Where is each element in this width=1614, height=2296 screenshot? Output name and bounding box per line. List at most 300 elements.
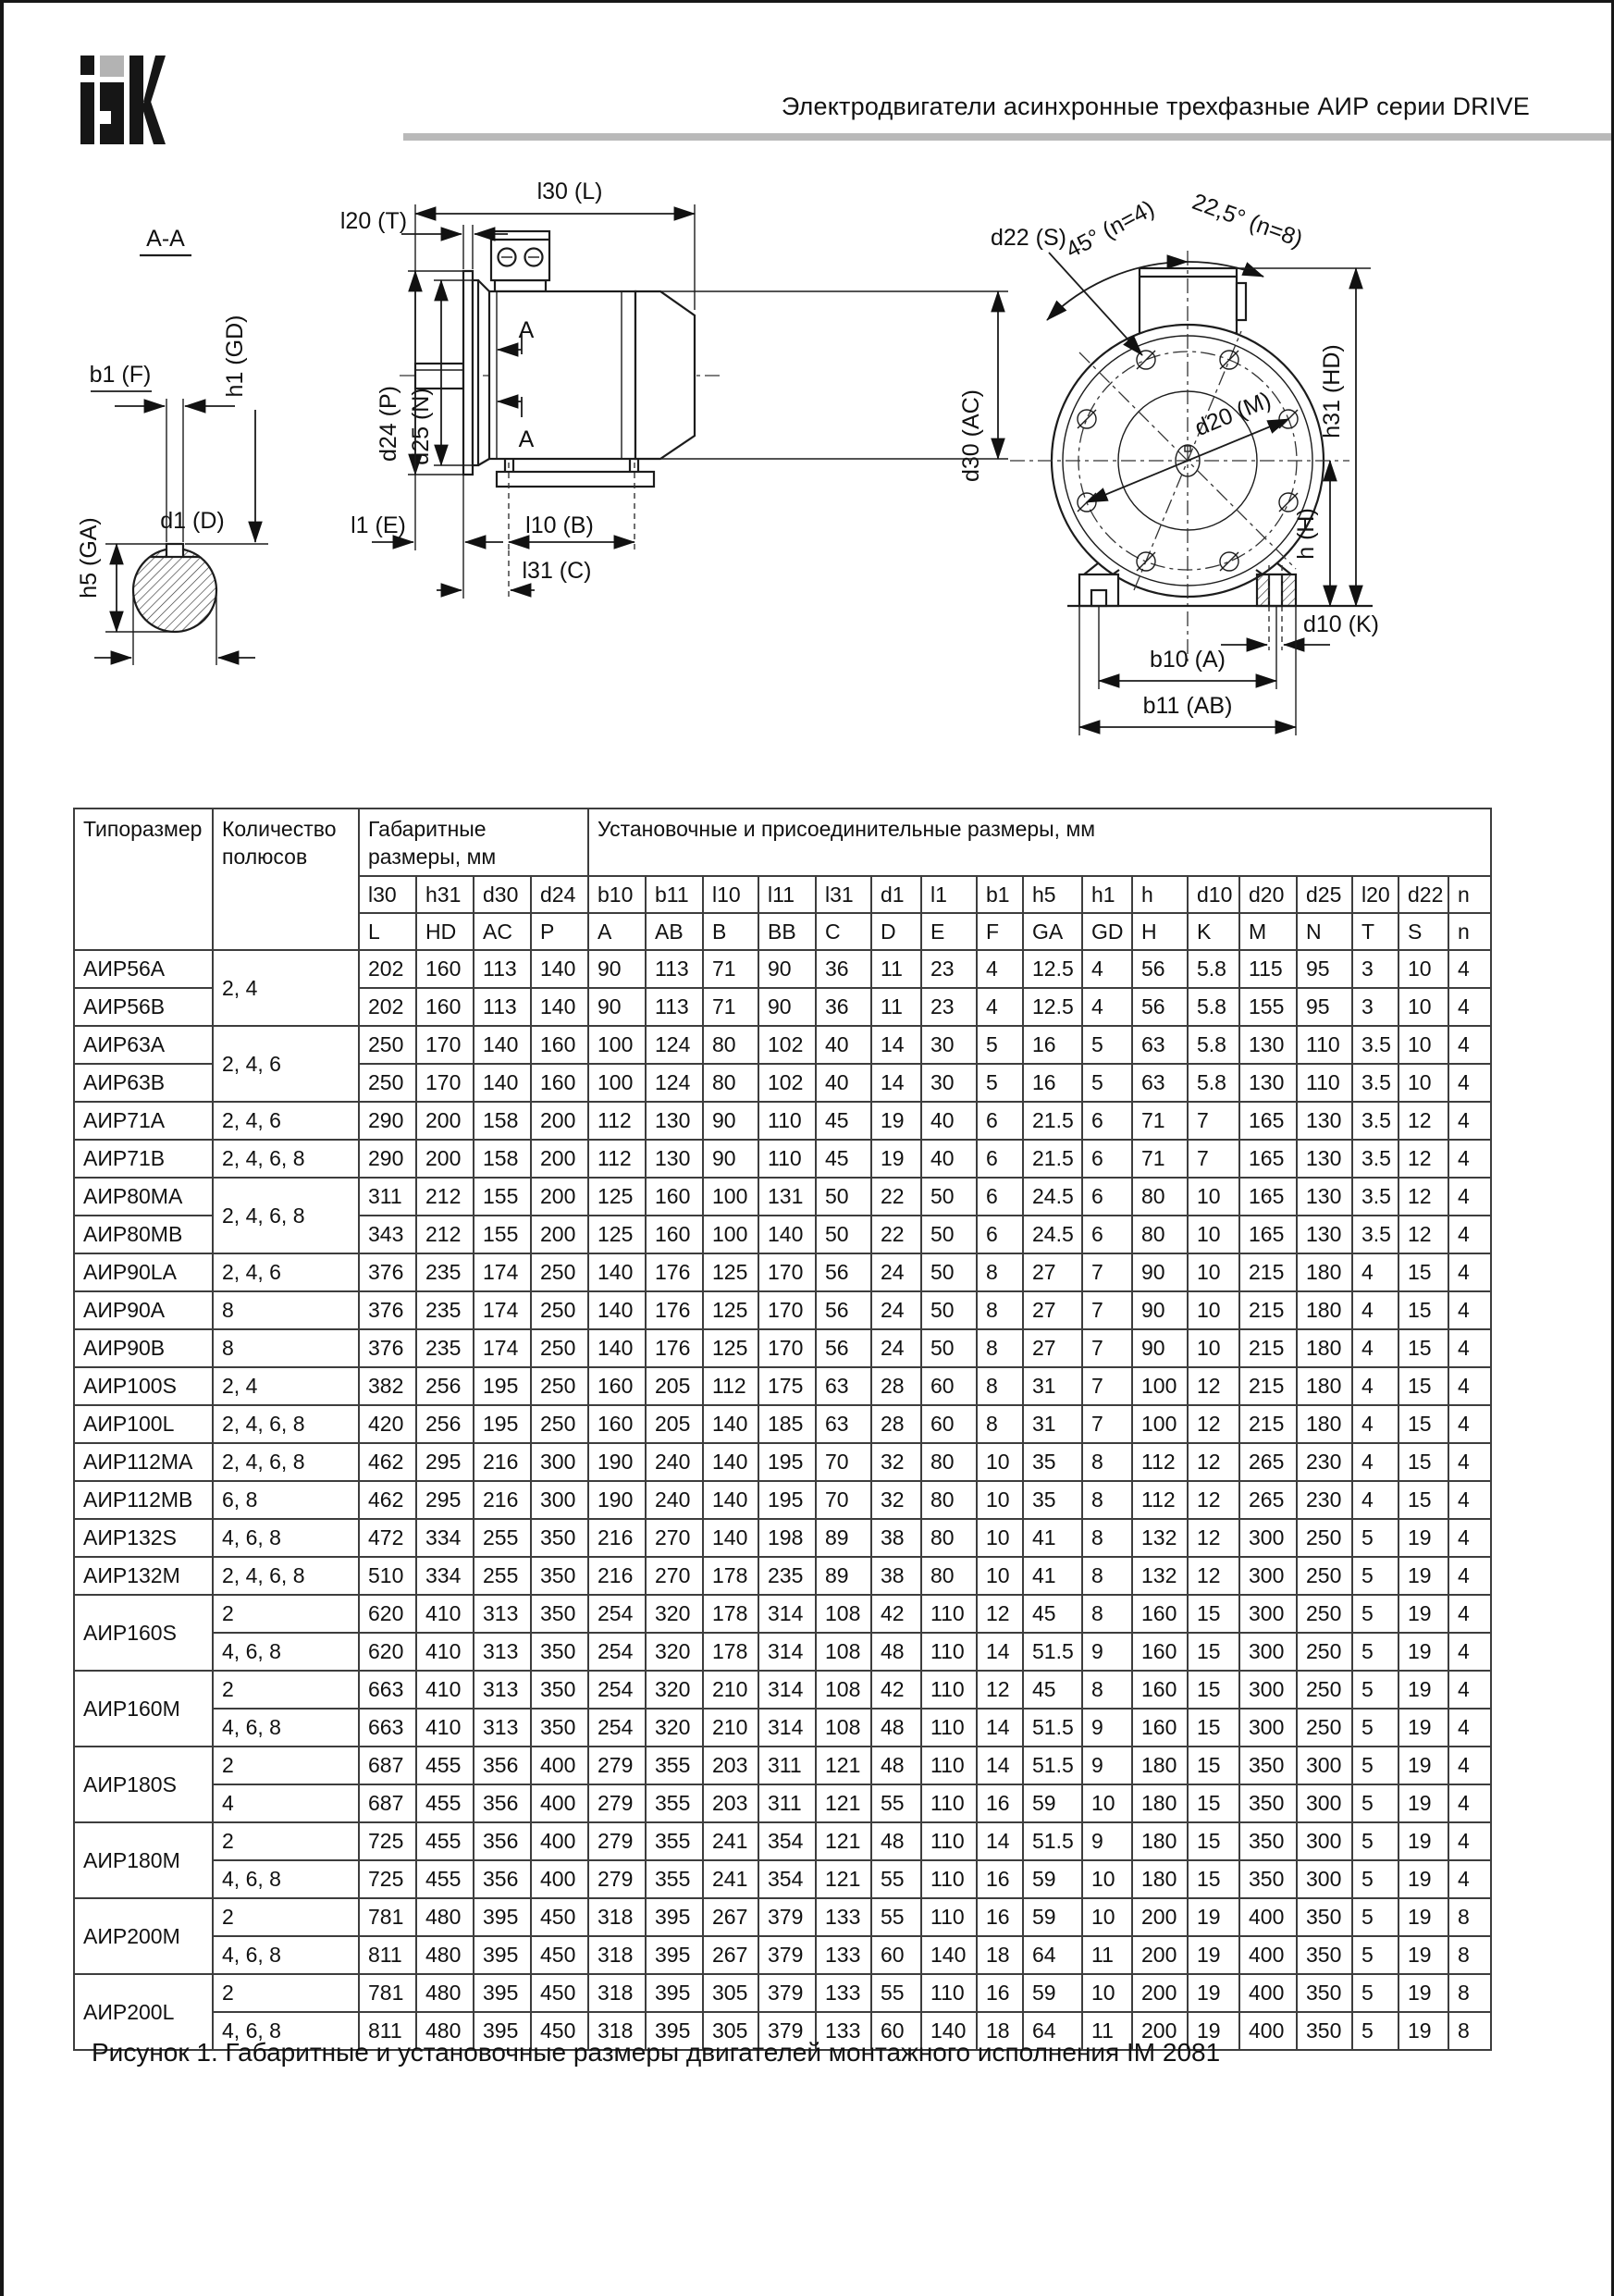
dim-value-cell: 455 [416, 1784, 474, 1822]
dim-value-cell: 4 [1448, 1481, 1491, 1519]
dim-value-cell: 140 [758, 1216, 816, 1253]
table-row [74, 1936, 1491, 1974]
dim-value-cell: 472 [359, 1519, 416, 1557]
angle-label-225: 22,5° (n=8) [1189, 189, 1307, 253]
dim-value-cell: 133 [816, 2012, 871, 2050]
dim-value-cell: 27 [1023, 1291, 1082, 1329]
table-row [74, 1178, 1491, 1216]
dim-value-cell: 5 [1352, 1595, 1398, 1633]
dim-label-d22: d22 (S) [991, 225, 1066, 251]
dim-value-cell: 663 [359, 1709, 416, 1747]
dim-label-d30: d30 (AC) [958, 389, 984, 483]
dim-value-cell: 60 [871, 1936, 921, 1974]
dim-value-cell: 235 [416, 1291, 474, 1329]
dim-value-cell: 125 [703, 1253, 758, 1291]
typesize-cell: АИР112МВ [74, 1481, 213, 1519]
dim-value-cell: 687 [359, 1747, 416, 1784]
dim-value-cell: 10 [1188, 1216, 1239, 1253]
dim-value-cell: 462 [359, 1443, 416, 1481]
dim-value-cell: 48 [871, 1822, 921, 1860]
dim-value-cell: 320 [646, 1595, 703, 1633]
typesize-cell: АИР180S [74, 1747, 213, 1822]
dim-value-cell: 395 [646, 1936, 703, 1974]
dim-value-cell: 100 [1132, 1367, 1188, 1405]
dim-value-cell: 400 [531, 1747, 588, 1784]
dim-value-cell: 395 [474, 1974, 531, 2012]
typesize-cell: АИР71В [74, 1140, 213, 1178]
dim-value-cell: 356 [474, 1860, 531, 1898]
letterheader-cell: GD [1082, 913, 1132, 950]
dim-value-cell: 51.5 [1023, 1709, 1082, 1747]
dim-value-cell: 376 [359, 1253, 416, 1291]
dim-value-cell: 4 [1352, 1291, 1398, 1329]
dim-value-cell: 354 [758, 1860, 816, 1898]
dim-value-cell: 113 [474, 950, 531, 988]
dim-value-cell: 18 [977, 2012, 1023, 2050]
dim-value-cell: 350 [531, 1519, 588, 1557]
poles-cell: 4, 6, 8 [213, 2012, 359, 2050]
dim-value-cell: 113 [474, 988, 531, 1026]
typesize-cell: АИР63В [74, 1064, 213, 1102]
dim-value-cell: 90 [758, 988, 816, 1026]
typesize-cell: АИР112МА [74, 1443, 213, 1481]
dim-value-cell: 725 [359, 1860, 416, 1898]
dim-value-cell: 132 [1132, 1519, 1188, 1557]
dim-value-cell: 16 [977, 1974, 1023, 2012]
dim-value-cell: 10 [1398, 1064, 1448, 1102]
dim-value-cell: 55 [871, 1860, 921, 1898]
dim-value-cell: 300 [1239, 1709, 1297, 1747]
poles-cell: 2, 4, 6, 8 [213, 1405, 359, 1443]
dim-value-cell: 50 [921, 1253, 977, 1291]
dim-label-d20: d20 (M) [1190, 387, 1275, 442]
dim-value-cell: 24.5 [1023, 1178, 1082, 1216]
angle-label-45: 45° (n=4) [1061, 195, 1159, 264]
dim-value-cell: 140 [474, 1026, 531, 1064]
dim-value-cell: 90 [588, 988, 646, 1026]
dim-value-cell: 8 [1448, 2012, 1491, 2050]
dim-value-cell: 40 [921, 1102, 977, 1140]
dim-value-cell: 11 [1082, 1936, 1132, 1974]
dim-value-cell: 9 [1082, 1709, 1132, 1747]
dim-value-cell: 354 [758, 1822, 816, 1860]
dim-value-cell: 300 [1239, 1633, 1297, 1671]
dim-value-cell: 112 [1132, 1443, 1188, 1481]
dim-value-cell: 8 [1448, 1974, 1491, 2012]
dim-value-cell: 4 [1352, 1367, 1398, 1405]
dim-value-cell: 376 [359, 1291, 416, 1329]
typesize-cell: АИР132М [74, 1557, 213, 1595]
dim-value-cell: 410 [416, 1709, 474, 1747]
dim-label-d24: d24 (P) [376, 386, 401, 462]
dim-value-cell: 50 [816, 1216, 871, 1253]
dim-value-cell: 4 [1448, 1291, 1491, 1329]
dim-value-cell: 170 [758, 1291, 816, 1329]
dim-value-cell: 313 [474, 1709, 531, 1747]
dim-value-cell: 314 [758, 1595, 816, 1633]
dim-value-cell: 6 [977, 1140, 1023, 1178]
dim-value-cell: 300 [1297, 1860, 1352, 1898]
dim-value-cell: 8 [977, 1405, 1023, 1443]
dim-value-cell: 10 [1398, 988, 1448, 1026]
dim-value-cell: 64 [1023, 2012, 1082, 2050]
dim-label-b11: b11 (AB) [1142, 693, 1233, 719]
subheader-cell: d20 [1239, 876, 1297, 913]
dim-value-cell: 270 [646, 1519, 703, 1557]
dim-value-cell: 200 [1132, 1974, 1188, 2012]
dim-value-cell: 14 [977, 1709, 1023, 1747]
letterheader-cell: A [588, 913, 646, 950]
dim-value-cell: 334 [416, 1519, 474, 1557]
dim-value-cell: 10 [977, 1557, 1023, 1595]
dim-value-cell: 28 [871, 1367, 921, 1405]
dim-value-cell: 4 [1448, 1671, 1491, 1709]
dim-value-cell: 265 [1239, 1481, 1297, 1519]
table-row [74, 1747, 1491, 1784]
dim-value-cell: 382 [359, 1367, 416, 1405]
dim-value-cell: 180 [1132, 1784, 1188, 1822]
dim-value-cell: 24.5 [1023, 1216, 1082, 1253]
dim-value-cell: 45 [1023, 1595, 1082, 1633]
dim-value-cell: 5 [1352, 1784, 1398, 1822]
dim-value-cell: 6 [1082, 1178, 1132, 1216]
dim-value-cell: 12 [1188, 1481, 1239, 1519]
dim-value-cell: 40 [816, 1064, 871, 1102]
dim-value-cell: 313 [474, 1671, 531, 1709]
dim-value-cell: 160 [416, 988, 474, 1026]
dim-value-cell: 400 [1239, 2012, 1297, 2050]
letterheader-cell: GA [1023, 913, 1082, 950]
dim-value-cell: 12 [1398, 1140, 1448, 1178]
shaft-section-view [76, 226, 268, 665]
poles-cell: 2 [213, 1671, 359, 1709]
dim-value-cell: 19 [1398, 1519, 1448, 1557]
dim-value-cell: 320 [646, 1633, 703, 1671]
dim-value-cell: 110 [758, 1140, 816, 1178]
dim-value-cell: 89 [816, 1519, 871, 1557]
dim-value-cell: 140 [474, 1064, 531, 1102]
dim-value-cell: 4 [1448, 1784, 1491, 1822]
dim-value-cell: 15 [1398, 1329, 1448, 1367]
figure-caption: Рисунок 1. Габаритные и установочные размеры двигателей монтажного исполнения IM 2081 [92, 2038, 1221, 2067]
dim-value-cell: 279 [588, 1822, 646, 1860]
dim-value-cell: 80 [921, 1519, 977, 1557]
dim-value-cell: 450 [531, 1936, 588, 1974]
dim-value-cell: 265 [1239, 1443, 1297, 1481]
dim-value-cell: 140 [703, 1405, 758, 1443]
dim-value-cell: 300 [1297, 1747, 1352, 1784]
dim-value-cell: 15 [1188, 1633, 1239, 1671]
dim-value-cell: 8 [1082, 1519, 1132, 1557]
poles-cell: 2 [213, 1974, 359, 2012]
dim-value-cell: 241 [703, 1822, 758, 1860]
dim-value-cell: 410 [416, 1595, 474, 1633]
dim-value-cell: 60 [871, 2012, 921, 2050]
subheader-cell: b11 [646, 876, 703, 913]
dim-value-cell: 90 [703, 1140, 758, 1178]
dim-value-cell: 279 [588, 1747, 646, 1784]
dim-value-cell: 4 [977, 950, 1023, 988]
dim-value-cell: 300 [531, 1481, 588, 1519]
dim-value-cell: 4 [1082, 950, 1132, 988]
dim-value-cell: 5 [1352, 1633, 1398, 1671]
dim-value-cell: 80 [921, 1481, 977, 1519]
dim-value-cell: 19 [1398, 1747, 1448, 1784]
dim-value-cell: 318 [588, 2012, 646, 2050]
table-row [74, 1860, 1491, 1898]
dim-value-cell: 400 [531, 1860, 588, 1898]
dim-value-cell: 112 [588, 1140, 646, 1178]
poles-cell: 2 [213, 1595, 359, 1633]
dim-value-cell: 6 [977, 1102, 1023, 1140]
subheader-cell: l1 [921, 876, 977, 913]
dim-label-h31: h31 (HD) [1319, 344, 1345, 438]
dim-value-cell: 350 [531, 1671, 588, 1709]
dim-value-cell: 8 [977, 1291, 1023, 1329]
dim-value-cell: 6 [1082, 1216, 1132, 1253]
dim-value-cell: 5.8 [1188, 1064, 1239, 1102]
dim-value-cell: 12 [977, 1671, 1023, 1709]
typesize-cell: АИР63А [74, 1026, 213, 1064]
dim-value-cell: 195 [474, 1405, 531, 1443]
dim-value-cell: 4 [1448, 988, 1491, 1026]
dim-value-cell: 334 [416, 1557, 474, 1595]
dim-value-cell: 110 [921, 1784, 977, 1822]
dim-label-d10: d10 (K) [1303, 611, 1379, 637]
dim-value-cell: 140 [531, 950, 588, 988]
dim-value-cell: 241 [703, 1860, 758, 1898]
dim-value-cell: 5 [1352, 1974, 1398, 2012]
dim-value-cell: 203 [703, 1747, 758, 1784]
dim-value-cell: 356 [474, 1822, 531, 1860]
poles-cell: 4, 6, 8 [213, 1709, 359, 1747]
subheader-cell: h5 [1023, 876, 1082, 913]
dim-value-cell: 235 [416, 1253, 474, 1291]
dim-value-cell: 24 [871, 1253, 921, 1291]
dim-value-cell: 4 [1448, 1709, 1491, 1747]
dim-value-cell: 350 [1297, 1974, 1352, 2012]
dim-value-cell: 19 [1398, 1671, 1448, 1709]
dim-value-cell: 5 [1352, 1709, 1398, 1747]
dim-value-cell: 176 [646, 1291, 703, 1329]
dim-value-cell: 203 [703, 1784, 758, 1822]
dim-value-cell: 4 [1448, 950, 1491, 988]
poles-cell: 2, 4, 6, 8 [213, 1178, 359, 1253]
dim-value-cell: 12 [1398, 1102, 1448, 1140]
table-row [74, 1405, 1491, 1443]
dim-value-cell: 23 [921, 988, 977, 1026]
subheader-cell: n [1448, 876, 1491, 913]
dim-value-cell: 10 [1082, 1898, 1132, 1936]
letterheader-cell: n [1448, 913, 1491, 950]
dim-value-cell: 254 [588, 1671, 646, 1709]
dim-value-cell: 216 [588, 1557, 646, 1595]
dim-value-cell: 311 [359, 1178, 416, 1216]
dim-value-cell: 314 [758, 1671, 816, 1709]
dim-value-cell: 200 [1132, 1898, 1188, 1936]
dim-value-cell: 15 [1188, 1671, 1239, 1709]
dim-value-cell: 80 [921, 1443, 977, 1481]
dim-value-cell: 19 [1398, 1784, 1448, 1822]
col-header-poles: Количество полюсов [213, 809, 359, 950]
dim-value-cell: 5 [1352, 1671, 1398, 1709]
dim-value-cell: 450 [531, 2012, 588, 2050]
dim-value-cell: 7 [1082, 1253, 1132, 1291]
subheader-cell: d1 [871, 876, 921, 913]
dim-value-cell: 190 [588, 1443, 646, 1481]
poles-cell: 2 [213, 1822, 359, 1860]
dim-value-cell: 23 [921, 950, 977, 988]
dim-value-cell: 290 [359, 1102, 416, 1140]
poles-cell: 2, 4, 6 [213, 1253, 359, 1291]
dim-value-cell: 113 [646, 950, 703, 988]
dim-value-cell: 130 [1297, 1140, 1352, 1178]
dim-value-cell: 55 [871, 1784, 921, 1822]
dim-value-cell: 60 [921, 1367, 977, 1405]
dim-value-cell: 90 [588, 950, 646, 988]
col-header-typesize: Типоразмер [74, 809, 213, 950]
dim-value-cell: 200 [416, 1102, 474, 1140]
dim-value-cell: 480 [416, 1936, 474, 1974]
typesize-cell: АИР80МВ [74, 1216, 213, 1253]
typesize-cell: АИР160S [74, 1595, 213, 1671]
dim-value-cell: 31 [1023, 1367, 1082, 1405]
dim-value-cell: 36 [816, 950, 871, 988]
dim-value-cell: 133 [816, 1936, 871, 1974]
dim-value-cell: 28 [871, 1405, 921, 1443]
dim-value-cell: 90 [758, 950, 816, 988]
dim-value-cell: 379 [758, 1936, 816, 1974]
dim-value-cell: 180 [1132, 1822, 1188, 1860]
dim-value-cell: 22 [871, 1178, 921, 1216]
dim-value-cell: 110 [1297, 1026, 1352, 1064]
dim-value-cell: 19 [1398, 1822, 1448, 1860]
dim-value-cell: 300 [1297, 1822, 1352, 1860]
dim-value-cell: 4 [1448, 1822, 1491, 1860]
dim-value-cell: 108 [816, 1671, 871, 1709]
dim-value-cell: 140 [703, 1481, 758, 1519]
table-row [74, 1633, 1491, 1671]
dim-value-cell: 410 [416, 1633, 474, 1671]
dim-value-cell: 160 [588, 1367, 646, 1405]
dim-value-cell: 174 [474, 1253, 531, 1291]
dim-value-cell: 5 [1352, 2012, 1398, 2050]
dim-value-cell: 250 [1297, 1557, 1352, 1595]
dim-value-cell: 42 [871, 1595, 921, 1633]
dim-value-cell: 400 [1239, 1898, 1297, 1936]
dim-value-cell: 35 [1023, 1481, 1082, 1519]
dim-value-cell: 56 [816, 1253, 871, 1291]
dim-value-cell: 256 [416, 1405, 474, 1443]
dim-value-cell: 4 [1448, 1367, 1491, 1405]
dim-value-cell: 27 [1023, 1329, 1082, 1367]
dim-value-cell: 4 [1448, 1747, 1491, 1784]
dim-value-cell: 50 [816, 1178, 871, 1216]
dim-value-cell: 70 [816, 1481, 871, 1519]
dim-value-cell: 480 [416, 1898, 474, 1936]
dim-value-cell: 158 [474, 1102, 531, 1140]
dim-value-cell: 140 [703, 1519, 758, 1557]
dim-value-cell: 158 [474, 1140, 531, 1178]
subheader-cell: d10 [1188, 876, 1239, 913]
poles-cell: 4, 6, 8 [213, 1519, 359, 1557]
letterheader-cell: C [816, 913, 871, 950]
poles-cell: 4, 6, 8 [213, 1860, 359, 1898]
dim-value-cell: 240 [646, 1481, 703, 1519]
dim-value-cell: 15 [1188, 1709, 1239, 1747]
dim-value-cell: 170 [758, 1329, 816, 1367]
dim-value-cell: 320 [646, 1709, 703, 1747]
letterheader-cell: M [1239, 913, 1297, 950]
dim-value-cell: 230 [1297, 1443, 1352, 1481]
dim-value-cell: 200 [531, 1178, 588, 1216]
dim-value-cell: 131 [758, 1178, 816, 1216]
dim-value-cell: 3.5 [1352, 1064, 1398, 1102]
dim-value-cell: 350 [531, 1633, 588, 1671]
poles-cell: 2, 4 [213, 1367, 359, 1405]
dim-value-cell: 5 [1352, 1747, 1398, 1784]
dim-value-cell: 125 [703, 1291, 758, 1329]
dim-value-cell: 51.5 [1023, 1747, 1082, 1784]
dim-value-cell: 379 [758, 1974, 816, 2012]
poles-cell: 8 [213, 1291, 359, 1329]
dim-value-cell: 121 [816, 1747, 871, 1784]
dim-value-cell: 133 [816, 1898, 871, 1936]
dim-value-cell: 102 [758, 1026, 816, 1064]
dim-value-cell: 50 [921, 1216, 977, 1253]
table-row [74, 1329, 1491, 1367]
dim-value-cell: 108 [816, 1709, 871, 1747]
dim-value-cell: 781 [359, 1974, 416, 2012]
dim-value-cell: 3.5 [1352, 1140, 1398, 1178]
dim-label-b1: b1 (F) [89, 362, 152, 388]
dim-value-cell: 10 [1398, 950, 1448, 988]
dim-value-cell: 24 [871, 1329, 921, 1367]
dim-value-cell: 235 [758, 1557, 816, 1595]
dim-value-cell: 80 [921, 1557, 977, 1595]
dim-value-cell: 160 [1132, 1633, 1188, 1671]
dim-value-cell: 124 [646, 1064, 703, 1102]
dim-value-cell: 210 [703, 1671, 758, 1709]
dim-value-cell: 32 [871, 1443, 921, 1481]
dim-value-cell: 178 [703, 1595, 758, 1633]
dim-value-cell: 300 [1239, 1557, 1297, 1595]
dim-value-cell: 155 [1239, 988, 1297, 1026]
technical-drawing [4, 151, 1614, 817]
dim-value-cell: 11 [871, 950, 921, 988]
dim-value-cell: 295 [416, 1443, 474, 1481]
dim-value-cell: 130 [646, 1140, 703, 1178]
dim-value-cell: 45 [816, 1140, 871, 1178]
dim-value-cell: 3 [1352, 988, 1398, 1026]
table-row [74, 1671, 1491, 1709]
dim-value-cell: 176 [646, 1253, 703, 1291]
subheader-cell: l30 [359, 876, 416, 913]
dim-value-cell: 63 [1132, 1026, 1188, 1064]
dim-value-cell: 250 [531, 1405, 588, 1443]
dim-value-cell: 50 [921, 1291, 977, 1329]
dim-value-cell: 21.5 [1023, 1140, 1082, 1178]
dim-value-cell: 19 [1398, 1557, 1448, 1595]
dim-value-cell: 51.5 [1023, 1822, 1082, 1860]
dim-value-cell: 160 [531, 1064, 588, 1102]
dim-value-cell: 9 [1082, 1633, 1132, 1671]
dim-value-cell: 254 [588, 1595, 646, 1633]
dim-value-cell: 165 [1239, 1140, 1297, 1178]
dim-value-cell: 110 [921, 1974, 977, 2012]
col-group-dimensions: Габаритные размеры, мм [359, 809, 588, 876]
dim-value-cell: 3.5 [1352, 1026, 1398, 1064]
